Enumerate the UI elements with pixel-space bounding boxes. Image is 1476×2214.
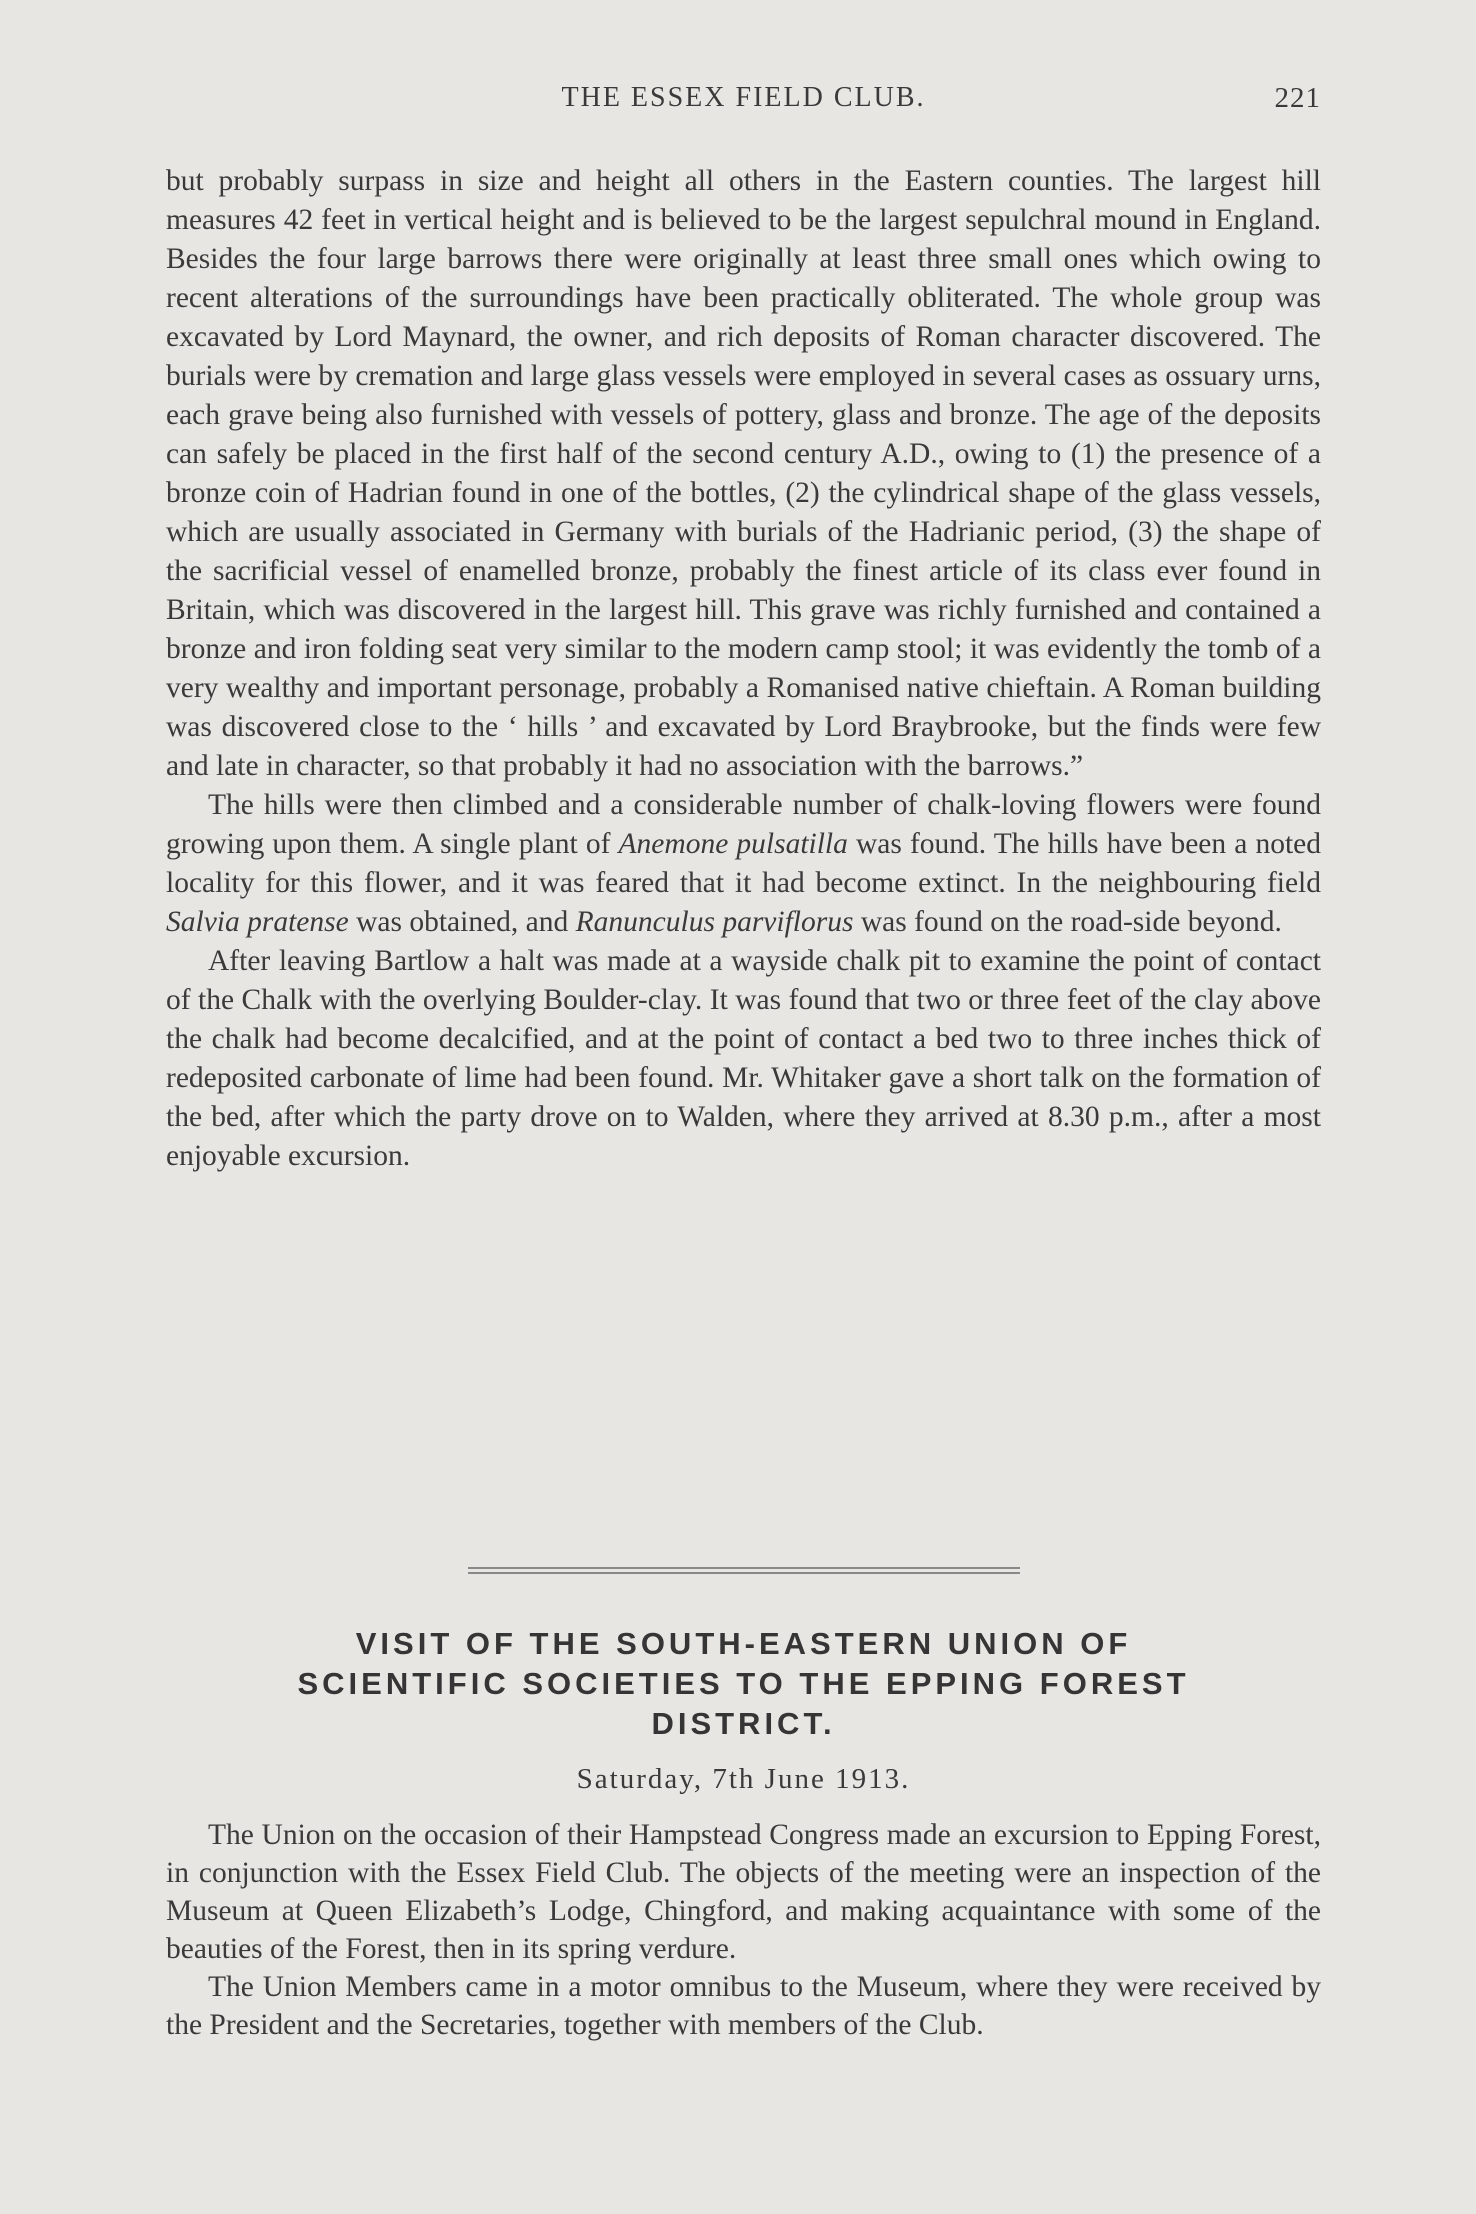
section-title-line: SCIENTIFIC SOCIETIES TO THE EPPING FOREST [297, 1666, 1190, 1701]
running-title: THE ESSEX FIELD CLUB. [561, 82, 926, 113]
species-name: Anemone pulsatilla [618, 828, 848, 860]
body-text [166, 162, 1321, 1176]
paragraph-chalk-pit: After leaving Bartlow a halt was made at a wayside chalk pit to examine the point of contact of the Chalk with the overlying Boulder-clay. It was found that two or three feet of the clay above the chalk had become decalcified, and at the point of contact a bed two to three inches thick of redeposited carbonate of lime had been found. Mr. Whitaker gave a short talk on the formation of the bed, after which the party drove on to Walden, where they arrived at 8.30 p.m., after a most enjoyable excursion. [166, 945, 1321, 1172]
section-title [166, 1624, 1321, 1744]
paragraph-members: The Union Members came in a motor omnibus to the Museum, where they were received by the President and the Secretaries, together with members of the Club. [166, 1971, 1321, 2041]
page-number: 221 [1274, 82, 1321, 114]
paragraph-union: The Union on the occasion of their Hampstead Congress made an excursion to Epping Forest, in conjunction with the Essex Field Club. The objects of the meeting were an inspection of the Museum at Queen Elizabeth’s Lodge, Chingford, and making acquaintance with some of the beauties of the Forest, then in its spring verdure. [166, 1819, 1321, 1965]
section-date: Saturday, 7th June 1913. [576, 1763, 911, 1795]
flowers-text-b: was found. The hills have been a noted locality for this flower, and it was feared that it had become extinct. In the neighbouring field [166, 828, 1321, 899]
running-head [166, 82, 1321, 122]
section-body [166, 1816, 1321, 2044]
flowers-text-a: The hills were then climbed and a considerable number of chalk-loving flowers were found growing upon them. A single plant of [166, 789, 1321, 860]
species-name: Ranunculus parviflorus [575, 906, 854, 938]
flowers-text-d: was found on the road-side beyond. [853, 906, 1282, 938]
paragraph-barrows: but probably surpass in size and height all others in the Eastern counties. The largest hill measures 42 feet in vertical height and is believed to be the largest sepulchral mound in England. Besides the four large barrows there were originally at least three small ones which owing to recent alterations of the surroundings have been practically obliterated. The whole group was excavated by Lord Maynard, the owner, and rich deposits of Roman character discovered. The burials were by cremation and large glass vessels were employed in several cases as ossuary urns, each grave being also furnished with vessels of pottery, glass and bronze. The age of the deposits can safely be placed in the first half of the second century A.D., owing to (1) the presence of a bronze coin of Hadrian found in one of the bottles, (2) the cylindrical shape of the glass vessels, which are usually associated in Germany with burials of the Hadrianic period, (3) the shape of the sacrificial vessel of enamelled bronze, probably the finest article of its class ever found in Britain, which was discovered in the largest hill. This grave was richly furnished and contained a bronze and iron folding seat very similar to the modern camp stool; it was evidently the tomb of a very wealthy and important personage, probably a Romanised native chieftain. A Roman building was discovered close to the ‘ hills ’ and excavated by Lord Braybrooke, but the finds were few and late in character, so that probably it had no association with the barrows.” [166, 165, 1321, 782]
paragraph-flowers [166, 786, 1321, 942]
section-title-line: DISTRICT. [651, 1706, 836, 1741]
section-title-line: VISIT OF THE SOUTH-EASTERN UNION OF [355, 1626, 1132, 1661]
section-divider [468, 1567, 1020, 1574]
flowers-text-c: was obtained, and [348, 906, 576, 938]
species-name: Salvia pratense [166, 906, 349, 938]
